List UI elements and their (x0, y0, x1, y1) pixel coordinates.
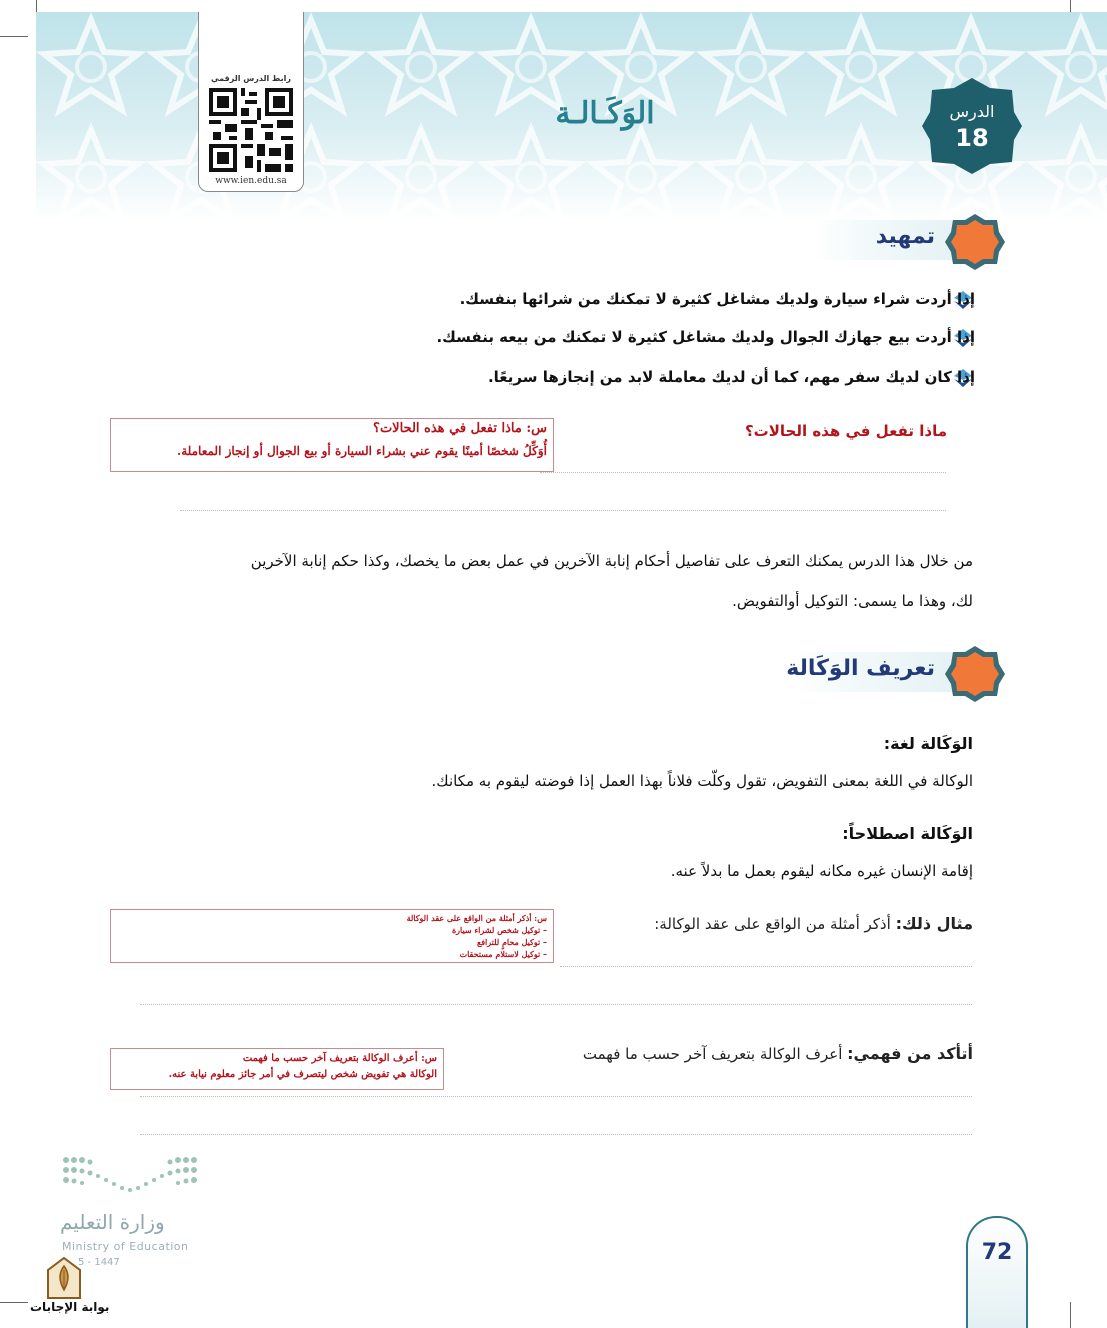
lesson-number: 18 (955, 124, 989, 152)
section-heading-text: تمهيد (875, 224, 935, 249)
check-row (583, 1044, 973, 1063)
ministry-name-en: Ministry of Education (62, 1240, 189, 1253)
qr-label: رابط الدرس الرقمي (211, 74, 291, 83)
lesson-badge (922, 78, 1022, 174)
answer-line (180, 510, 946, 511)
answer-line (140, 1004, 972, 1005)
check-answer-box (110, 1048, 444, 1090)
check-label: أتأكد من فهمي: (847, 1044, 973, 1063)
check-text: أعرف الوكالة بتعريف آخر حسب ما فهمت (582, 1045, 843, 1063)
answer-line-text: – توكيل لاستلام مستحقات (459, 949, 547, 959)
answer-line (140, 1096, 972, 1097)
orange-star-icon (943, 644, 1007, 704)
example-row (654, 914, 973, 933)
qr-code-icon[interactable] (209, 88, 293, 172)
page-number: 72 (981, 1240, 1013, 1265)
section-heading-intro (767, 212, 1007, 268)
answer-line (540, 472, 946, 473)
portal-logo-icon (44, 1256, 84, 1300)
intro-answer-box (110, 418, 554, 472)
section-heading-definition (747, 644, 1007, 700)
answer-line (560, 966, 972, 967)
intro-question: ماذا تفعل في هذه الحالات؟ (744, 422, 947, 440)
ministry-logo-icon (60, 1154, 200, 1200)
answer-text: الوكالة هي تفويض شخص ليتصرف في أمر جائز معلوم نيابة عنه. (168, 1069, 437, 1080)
lesson-title: الوَكَـالـة (555, 96, 655, 131)
lesson-label: الدرس (949, 102, 995, 121)
answer-text: أُوَكِّلُ شخصًا أمينًا يقوم عني بشراء السيارة أو بيع الجوال أو إنجاز المعاملة. (177, 444, 547, 458)
crop-mark (1070, 1302, 1071, 1328)
answer-question: س: ماذا تفعل في هذه الحالات؟ (373, 421, 547, 436)
ministry-year: 5 - 1447 (78, 1257, 120, 1268)
answer-line (140, 1134, 972, 1135)
example-text: أذكر أمثلة من الواقع على عقد الوكالة: (654, 915, 891, 933)
answer-line-text: – توكيل محامٍ للترافع (476, 937, 547, 947)
portal-watermark: بوابة الإجابات (30, 1300, 110, 1314)
example-label: مثال ذلك: (895, 914, 973, 933)
answer-line-text: – توكيل شخص لشراء سيارة (451, 925, 547, 935)
definition-term-title: الوَكَالة اصطلاحاً: (842, 824, 973, 843)
page-number-tab (966, 1216, 1028, 1328)
orange-star-icon (943, 212, 1007, 272)
crop-mark (0, 36, 28, 37)
definition-lang-title: الوَكَالة لغة: (883, 734, 973, 753)
section-heading-text: تعريف الوَكَالة (786, 656, 935, 681)
intro-bullet: إذا أردت شراء سيارة ولديك مشاغل كثيرة لا تمكنك من شرائها بنفسك. (459, 290, 975, 308)
qr-url[interactable]: www.ien.edu.sa (215, 176, 287, 186)
definition-lang-text: الوكالة في اللغة بمعنى التفويض، تقول وكلّت فلاناً بهذا العمل إذا فوضته ليقوم به مكانك. (431, 772, 973, 790)
answer-question: س: أعرف الوكالة بتعريف آخر حسب ما فهمت (242, 1053, 437, 1064)
example-answer-box (110, 909, 554, 963)
crop-mark (0, 1302, 28, 1303)
intro-bullet: إذا كان لديك سفر مهم، كما أن لديك معاملة لابد من إنجازها سريعًا. (487, 368, 975, 386)
intro-paragraph-line: لك، وهذا ما يسمى: التوكيل أوالتفويض. (732, 592, 973, 610)
definition-term-text: إقامة الإنسان غيره مكانه ليقوم بعمل ما بدلاً عنه. (670, 862, 973, 880)
qr-code-panel[interactable] (198, 12, 304, 192)
intro-bullet: إذا أردت بيع جهازك الجوال ولديك مشاغل كثيرة لا تمكنك من بيعه بنفسك. (436, 328, 975, 346)
intro-paragraph-line: من خلال هذا الدرس يمكنك التعرف على تفاصيل أحكام إنابة الآخرين في عمل بعض ما يخصك، وكذا حكم إنابة الآخرين (250, 552, 973, 570)
ministry-name-ar: وزارة التعليم (60, 1210, 165, 1234)
answer-question: س: أذكر أمثلة من الواقع على عقد الوكالة (406, 913, 547, 923)
